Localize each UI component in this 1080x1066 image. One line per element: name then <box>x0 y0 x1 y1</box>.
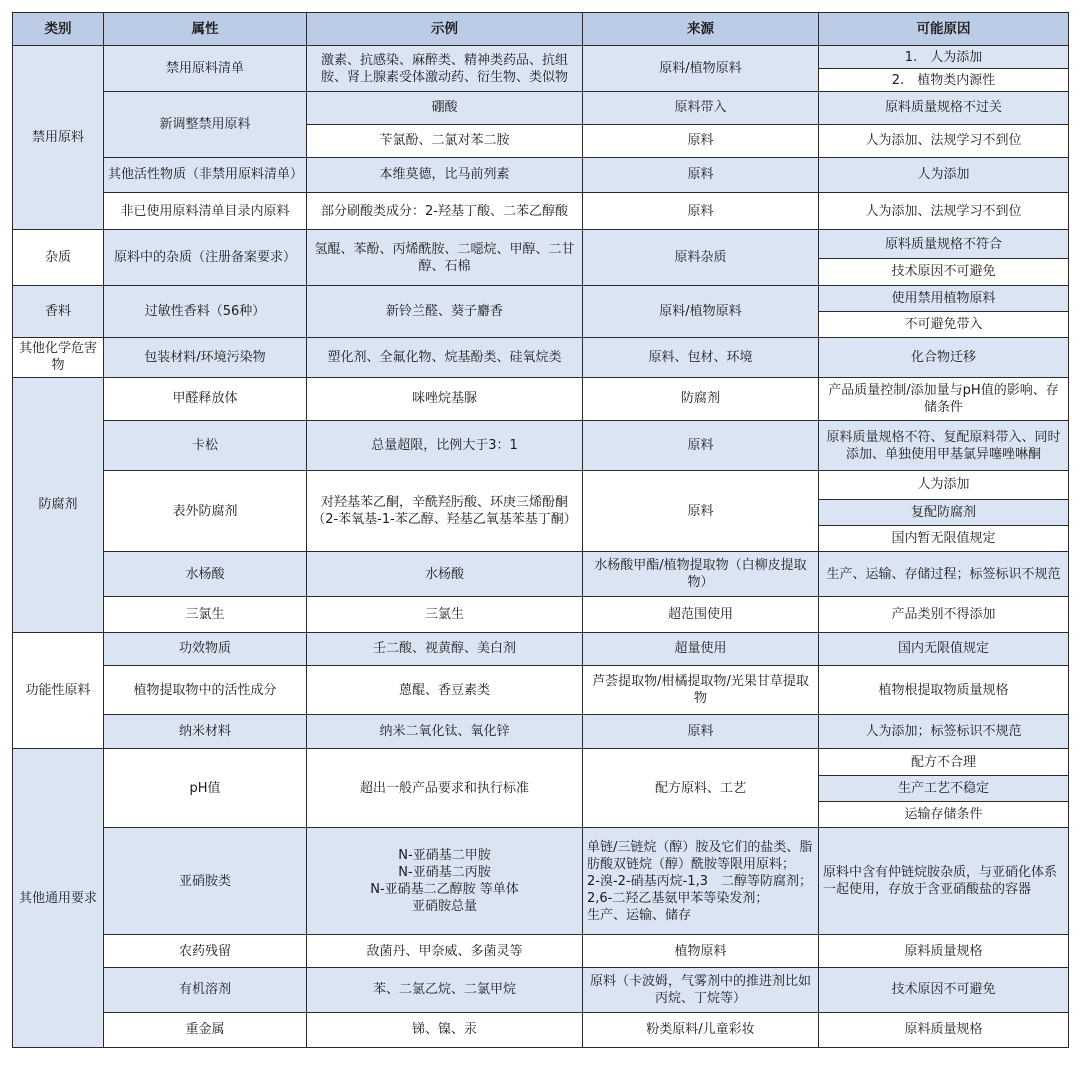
reason-cell: 不可避免带入 <box>819 312 1069 338</box>
header-attribute: 属性 <box>104 13 307 46</box>
example-cell: 本维莫德，比马前列素 <box>307 157 583 192</box>
reason-cell: 人为添加、法规学习不到位 <box>819 193 1069 230</box>
source-cell: 水杨酸甲酯/植物提取物（白柳皮提取物） <box>583 551 819 596</box>
table-row <box>13 828 1069 935</box>
source-cell: 原料 <box>583 715 819 749</box>
example-cell: 超出一般产品要求和执行标准 <box>307 749 583 828</box>
category-cell: 其他通用要求 <box>13 749 104 1048</box>
attribute-cell: 其他活性物质（非禁用原料清单） <box>104 157 307 192</box>
reason-cell: 复配防腐剂 <box>819 499 1069 525</box>
table-row <box>13 92 1069 124</box>
reason-cell: 植物根提取物质量规格 <box>819 665 1069 714</box>
category-cell: 禁用原料 <box>13 46 104 230</box>
table-row <box>13 597 1069 632</box>
example-cell: 咪唑烷基脲 <box>307 377 583 420</box>
table-row <box>13 420 1069 470</box>
reason-cell: 人为添加；标签标识不规范 <box>819 715 1069 749</box>
source-cell: 原料/植物原料 <box>583 285 819 337</box>
table-row <box>13 749 1069 775</box>
reason-cell: 产品类别不得添加 <box>819 597 1069 632</box>
category-cell: 功能性原料 <box>13 632 104 749</box>
attribute-cell: 甲醛释放体 <box>104 377 307 420</box>
table-row <box>13 285 1069 311</box>
source-cell: 原料带入 <box>583 92 819 124</box>
hazard-table <box>12 12 1069 1048</box>
example-cell: 部分刷酸类成分：2-羟基丁酸、二苯乙醇酸 <box>307 193 583 230</box>
table-row <box>13 338 1069 377</box>
reason-cell: 生产、运输、存储过程；标签标识不规范 <box>819 551 1069 596</box>
reason-cell: 人为添加 <box>819 157 1069 192</box>
attribute-cell: 非已使用原料清单目录内原料 <box>104 193 307 230</box>
reason-cell: 技术原因不可避免 <box>819 258 1069 285</box>
attribute-cell: 水杨酸 <box>104 551 307 596</box>
source-cell: 芦荟提取物/柑橘提取物/光果甘草提取物 <box>583 665 819 714</box>
table-row <box>13 551 1069 596</box>
reason-cell: 原料中含有仲链烷胺杂质，与亚硝化体系一起使用，存放于含亚硝酸盐的容器 <box>819 828 1069 935</box>
source-cell: 配方原料、工艺 <box>583 749 819 828</box>
attribute-cell: 表外防腐剂 <box>104 471 307 552</box>
table-row <box>13 157 1069 192</box>
source-cell: 植物原料 <box>583 934 819 967</box>
reason-cell: 国内无限值规定 <box>819 632 1069 665</box>
reason-cell: 生产工艺不稳定 <box>819 775 1069 801</box>
example-cell: 激素、抗感染、麻醉类、精神类药品、抗组胺、肾上腺素受体激动药、衍生物、类似物 <box>307 46 583 92</box>
reason-cell: 技术原因不可避免 <box>819 968 1069 1012</box>
header-category: 类别 <box>13 13 104 46</box>
reason-cell: 2. 植物类内源性 <box>819 69 1069 92</box>
category-cell: 香料 <box>13 285 104 337</box>
table-row <box>13 934 1069 967</box>
reason-cell: 原料质量规格不符、复配原料带入、同时添加、单独使用甲基氯异噻唑啉酮 <box>819 420 1069 470</box>
attribute-cell: 包装材料/环境污染物 <box>104 338 307 377</box>
attribute-cell: 农药残留 <box>104 934 307 967</box>
source-cell: 原料 <box>583 471 819 552</box>
example-cell: 氢醌、苯酚、丙烯酰胺、二噁烷、甲醇、二甘醇、石棉 <box>307 230 583 285</box>
example-cell: 苯、二氯乙烷、二氯甲烷 <box>307 968 583 1012</box>
table-row <box>13 665 1069 714</box>
table-row <box>13 715 1069 749</box>
reason-cell: 原料质量规格 <box>819 1012 1069 1047</box>
source-cell: 防腐剂 <box>583 377 819 420</box>
reason-cell: 使用禁用植物原料 <box>819 285 1069 311</box>
reason-cell: 原料质量规格不过关 <box>819 92 1069 124</box>
table-row <box>13 471 1069 499</box>
reason-cell: 产品质量控制/添加量与pH值的影响、存储条件 <box>819 377 1069 420</box>
source-cell: 原料 <box>583 124 819 157</box>
category-cell: 杂质 <box>13 230 104 285</box>
source-cell: 原料 <box>583 193 819 230</box>
attribute-cell: 原料中的杂质（注册备案要求） <box>104 230 307 285</box>
example-cell: 三氯生 <box>307 597 583 632</box>
example-cell: 新铃兰醛、葵子麝香 <box>307 285 583 337</box>
table-row <box>13 377 1069 420</box>
source-cell: 超范围使用 <box>583 597 819 632</box>
attribute-cell: 重金属 <box>104 1012 307 1047</box>
header-source: 来源 <box>583 13 819 46</box>
example-cell: 硼酸 <box>307 92 583 124</box>
table-row <box>13 193 1069 230</box>
attribute-cell: 功效物质 <box>104 632 307 665</box>
example-cell: 塑化剂、全氟化物、烷基酚类、硅氧烷类 <box>307 338 583 377</box>
category-cell: 防腐剂 <box>13 377 104 632</box>
attribute-cell: 新调整禁用原料 <box>104 92 307 158</box>
source-cell: 单链/三链烷（醇）胺及它们的盐类、脂肪酸双链烷（醇）酰胺等限用原料； 2-溴-2-硝基丙烷-1,3 二醇等防腐剂； 2,6-二羟乙基氨甲苯等染发剂； 生产、运输、储存 <box>583 828 819 935</box>
reason-cell: 原料质量规格 <box>819 934 1069 967</box>
reason-cell: 原料质量规格不符合 <box>819 230 1069 258</box>
source-cell: 原料、包材、环境 <box>583 338 819 377</box>
example-cell: 苄氯酚、二氯对苯二胺 <box>307 124 583 157</box>
source-cell: 原料（卡波姆，气雾剂中的推进剂比如丙烷、丁烷等） <box>583 968 819 1012</box>
attribute-cell: 有机溶剂 <box>104 968 307 1012</box>
table-row <box>13 230 1069 258</box>
example-cell: 敌菌丹、甲奈威、多菌灵等 <box>307 934 583 967</box>
attribute-cell: 纳米材料 <box>104 715 307 749</box>
source-cell: 原料杂质 <box>583 230 819 285</box>
example-cell: 锑、镍、汞 <box>307 1012 583 1047</box>
reason-cell: 配方不合理 <box>819 749 1069 775</box>
reason-cell: 1. 人为添加 <box>819 46 1069 69</box>
header-example: 示例 <box>307 13 583 46</box>
source-cell: 超量使用 <box>583 632 819 665</box>
reason-cell: 运输存储条件 <box>819 801 1069 827</box>
table-row <box>13 632 1069 665</box>
attribute-cell: 禁用原料清单 <box>104 46 307 92</box>
source-cell: 原料 <box>583 420 819 470</box>
source-cell: 粉类原料/儿童彩妆 <box>583 1012 819 1047</box>
table-row <box>13 968 1069 1012</box>
example-cell: 蒽醌、香豆素类 <box>307 665 583 714</box>
attribute-cell: pH值 <box>104 749 307 828</box>
attribute-cell: 三氯生 <box>104 597 307 632</box>
reason-cell: 人为添加 <box>819 471 1069 499</box>
attribute-cell: 亚硝胺类 <box>104 828 307 935</box>
attribute-cell: 植物提取物中的活性成分 <box>104 665 307 714</box>
example-cell: 纳米二氧化钛、氧化锌 <box>307 715 583 749</box>
example-cell: 对羟基苯乙酮，辛酰羟肟酸、环庚三烯酚酮（2-苯氧基-1-苯乙醇、羟基乙氧基苯基丁酮） <box>307 471 583 552</box>
table-row <box>13 1012 1069 1047</box>
example-cell: 水杨酸 <box>307 551 583 596</box>
category-cell: 其他化学危害物 <box>13 338 104 377</box>
example-cell: 总量超限，比例大于3：1 <box>307 420 583 470</box>
attribute-cell: 过敏性香料（56种） <box>104 285 307 337</box>
table-row <box>13 46 1069 69</box>
reason-cell: 国内暂无限值规定 <box>819 525 1069 551</box>
example-cell: 壬二酸、视黄醇、美白剂 <box>307 632 583 665</box>
reason-cell: 化合物迁移 <box>819 338 1069 377</box>
attribute-cell: 卡松 <box>104 420 307 470</box>
example-cell: N-亚硝基二甲胺 N-亚硝基二丙胺 N-亚硝基二乙醇胺 等单体 亚硝胺总量 <box>307 828 583 935</box>
reason-cell: 人为添加、法规学习不到位 <box>819 124 1069 157</box>
header-reason: 可能原因 <box>819 13 1069 46</box>
header-row <box>13 13 1069 46</box>
source-cell: 原料/植物原料 <box>583 46 819 92</box>
source-cell: 原料 <box>583 157 819 192</box>
